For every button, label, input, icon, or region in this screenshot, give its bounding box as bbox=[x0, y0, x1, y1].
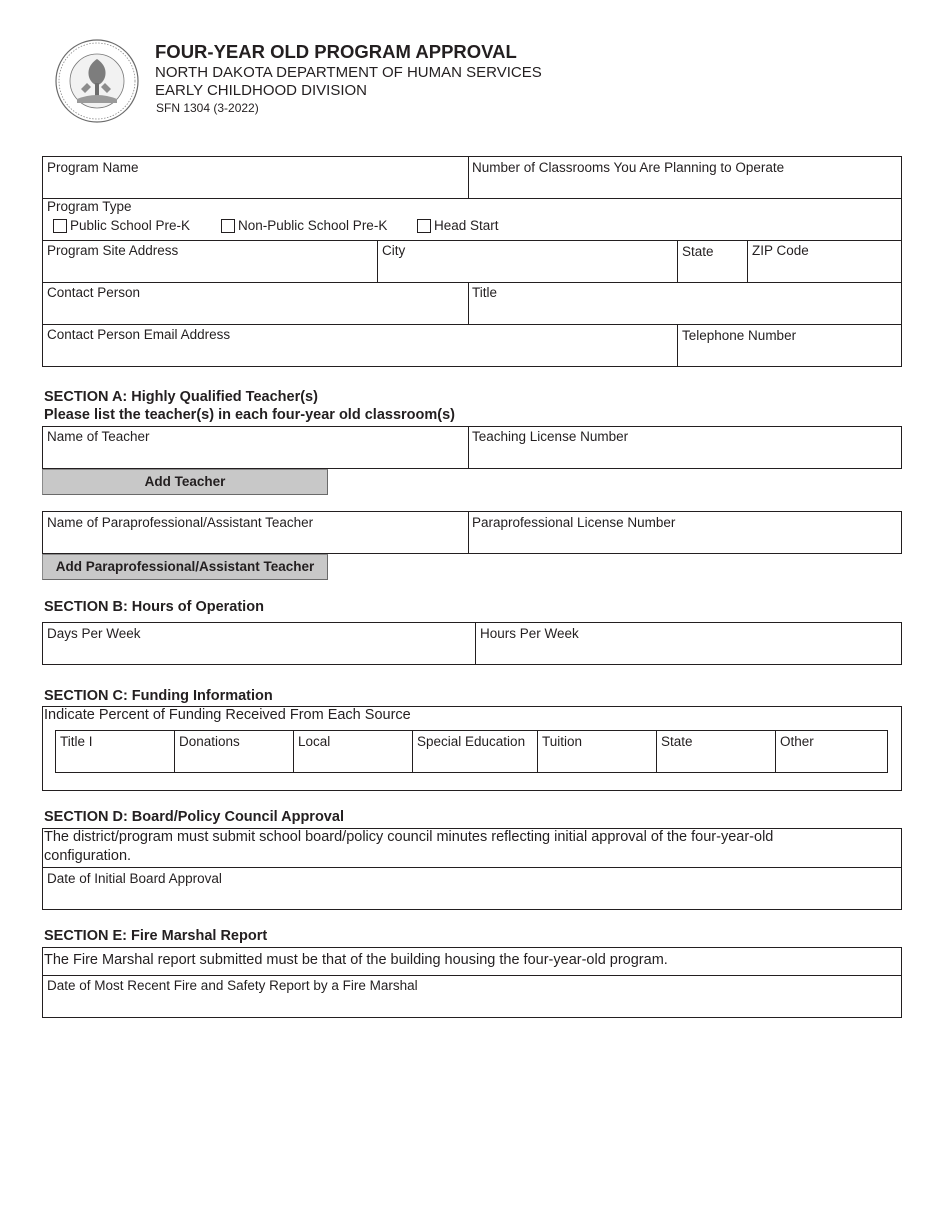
section-d-heading: SECTION D: Board/Policy Council Approval bbox=[44, 809, 344, 825]
contact-email-label: Contact Person Email Address bbox=[47, 327, 231, 342]
funding-instruction: Indicate Percent of Funding Received From Each Source bbox=[44, 707, 411, 723]
public-school-pre-k-checkbox[interactable] bbox=[53, 219, 67, 233]
hours-per-week-field[interactable] bbox=[479, 644, 902, 664]
funding-other-field[interactable] bbox=[779, 752, 888, 772]
program-type-label: Program Type bbox=[47, 199, 132, 214]
department-name: NORTH DAKOTA DEPARTMENT OF HUMAN SERVICES bbox=[155, 64, 542, 81]
city-label: City bbox=[382, 243, 406, 258]
funding-title-i-label: Title I bbox=[60, 734, 93, 749]
funding-local-label: Local bbox=[298, 734, 331, 749]
contact-email-field[interactable] bbox=[46, 345, 677, 365]
classrooms-field[interactable] bbox=[472, 178, 902, 198]
add-teacher-button[interactable]: Add Teacher bbox=[42, 469, 328, 495]
program-name-label: Program Name bbox=[47, 160, 139, 175]
head-start-checkbox[interactable] bbox=[417, 219, 431, 233]
board-approval-date-field[interactable] bbox=[46, 889, 902, 909]
contact-person-label: Contact Person bbox=[47, 285, 141, 300]
division-name: EARLY CHILDHOOD DIVISION bbox=[155, 82, 367, 99]
teaching-license-field[interactable] bbox=[472, 447, 902, 467]
program-type-public-option[interactable] bbox=[53, 218, 190, 234]
para-license-field[interactable] bbox=[472, 533, 902, 553]
telephone-field[interactable] bbox=[681, 345, 902, 365]
city-field[interactable] bbox=[381, 261, 677, 281]
site-address-field[interactable] bbox=[46, 261, 377, 281]
hours-per-week-label: Hours Per Week bbox=[480, 626, 579, 641]
section-e-heading: SECTION E: Fire Marshal Report bbox=[44, 928, 268, 944]
section-c-heading: SECTION C: Funding Information bbox=[44, 688, 273, 704]
teaching-license-label: Teaching License Number bbox=[472, 429, 629, 444]
state-label: State bbox=[682, 244, 714, 259]
funding-local-field[interactable] bbox=[297, 752, 412, 772]
non-public-school-pre-k-checkbox[interactable] bbox=[221, 219, 235, 233]
board-approval-date-label: Date of Initial Board Approval bbox=[47, 871, 222, 886]
site-address-label: Program Site Address bbox=[47, 243, 179, 258]
classrooms-label: Number of Classrooms You Are Planning to Operate bbox=[472, 160, 785, 175]
funding-special-education-field[interactable] bbox=[416, 752, 537, 772]
board-approval-instruction: The district/program must submit school board/policy council minutes reflecting initial approval of the four-year-old configuration. bbox=[44, 829, 774, 864]
state-field[interactable] bbox=[681, 261, 747, 281]
telephone-label: Telephone Number bbox=[682, 328, 797, 343]
contact-person-field[interactable] bbox=[46, 303, 468, 323]
section-a-subheading: Please list the teacher(s) in each four-year old classroom(s) bbox=[44, 407, 455, 423]
zip-label: ZIP Code bbox=[752, 243, 809, 258]
teacher-name-field[interactable] bbox=[46, 447, 468, 467]
seal-icon bbox=[55, 39, 139, 123]
title-field[interactable] bbox=[472, 303, 902, 323]
teacher-name-label: Name of Teacher bbox=[47, 429, 150, 444]
program-name-field[interactable] bbox=[46, 178, 468, 198]
zip-field[interactable] bbox=[751, 261, 902, 281]
funding-state-label: State bbox=[661, 734, 693, 749]
funding-donations-field[interactable] bbox=[178, 752, 293, 772]
non-public-school-pre-k-label: Non-Public School Pre-K bbox=[238, 218, 388, 233]
section-b-heading: SECTION B: Hours of Operation bbox=[44, 599, 264, 615]
para-name-label: Name of Paraprofessional/Assistant Teacher bbox=[47, 515, 314, 530]
para-name-field[interactable] bbox=[46, 533, 468, 553]
program-type-nonpublic-option[interactable] bbox=[221, 218, 387, 234]
days-per-week-label: Days Per Week bbox=[47, 626, 141, 641]
funding-title-i-field[interactable] bbox=[59, 752, 174, 772]
title-label: Title bbox=[472, 285, 498, 300]
days-per-week-field[interactable] bbox=[46, 644, 475, 664]
add-paraprofessional-button[interactable]: Add Paraprofessional/Assistant Teacher bbox=[42, 554, 328, 580]
fire-report-date-field[interactable] bbox=[46, 996, 902, 1016]
funding-tuition-field[interactable] bbox=[541, 752, 656, 772]
head-start-label: Head Start bbox=[434, 218, 499, 233]
funding-other-label: Other bbox=[780, 734, 814, 749]
form-title: FOUR-YEAR OLD PROGRAM APPROVAL bbox=[155, 41, 517, 62]
fire-marshal-instruction: The Fire Marshal report submitted must be that of the building housing the four-year-old program. bbox=[44, 952, 668, 968]
state-seal bbox=[55, 39, 139, 123]
funding-special-education-label: Special Education bbox=[417, 734, 526, 749]
program-type-headstart-option[interactable] bbox=[417, 218, 499, 234]
section-a-heading: SECTION A: Highly Qualified Teacher(s) bbox=[44, 389, 318, 405]
fire-report-date-label: Date of Most Recent Fire and Safety Report by a Fire Marshal bbox=[47, 978, 418, 993]
funding-donations-label: Donations bbox=[179, 734, 240, 749]
form-number: SFN 1304 (3-2022) bbox=[156, 101, 259, 115]
para-license-label: Paraprofessional License Number bbox=[472, 515, 676, 530]
public-school-pre-k-label: Public School Pre-K bbox=[70, 218, 191, 233]
funding-state-field[interactable] bbox=[660, 752, 775, 772]
funding-tuition-label: Tuition bbox=[542, 734, 583, 749]
